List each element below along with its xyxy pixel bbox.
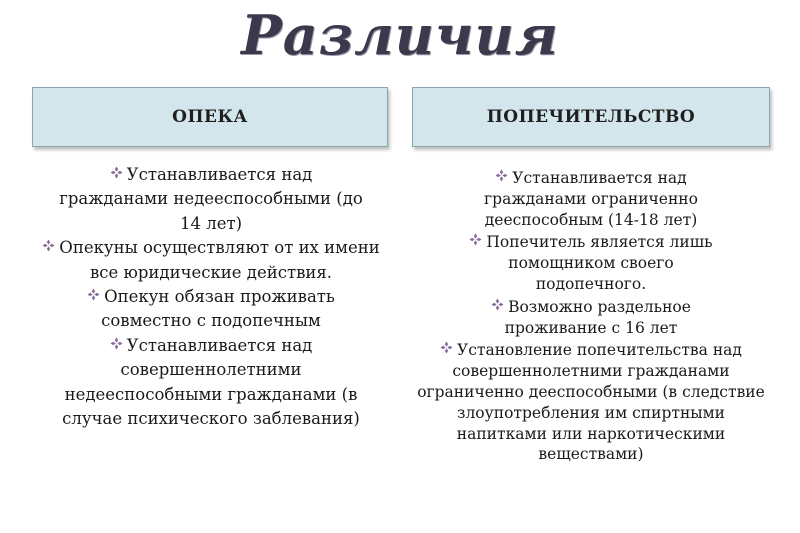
four-petal-diamond-icon bbox=[42, 239, 55, 252]
four-petal-diamond-icon bbox=[469, 233, 482, 246]
header-popechitelstvo bbox=[412, 87, 770, 147]
four-petal-diamond-icon bbox=[440, 341, 453, 354]
four-petal-diamond-icon bbox=[87, 288, 100, 301]
list-item: Устанавливается над гражданами ограниченно дееспособным (14-18 лет) bbox=[484, 169, 698, 229]
left-column bbox=[36, 163, 386, 431]
list-item: Устанавливается над гражданами недееспособными (до 14 лет) bbox=[59, 165, 363, 233]
list-item: Устанавливается над совершеннолетними недееспособными гражданами (в случае психического заблевания) bbox=[62, 335, 360, 429]
list-item: Опекуны осуществляют от их имени все юридические действия. bbox=[36, 236, 386, 285]
header-opeka bbox=[32, 87, 388, 147]
list-item: Возможно раздельное проживание с 16 лет bbox=[414, 297, 768, 339]
four-petal-diamond-icon bbox=[110, 337, 123, 350]
list-item: Попечитель является лишь помощником своего подопечного. bbox=[414, 232, 768, 294]
header-popechitelstvo-label: ПОПЕЧИТЕЛЬСТВО bbox=[486, 107, 696, 127]
right-column bbox=[414, 168, 768, 467]
header-opeka-label: ОПЕКА bbox=[172, 107, 248, 127]
list-item: Опекун обязан проживать совместно с подопечным bbox=[36, 285, 386, 334]
list-item: Установление попечительства над совершеннолетними гражданами ограниченно дееспособными (в следствие злоупотребления им спиртными напитками или наркотическими веществами) bbox=[417, 341, 765, 464]
slide-title: Различия bbox=[241, 3, 559, 67]
four-petal-diamond-icon bbox=[491, 298, 504, 311]
four-petal-diamond-icon bbox=[495, 169, 508, 182]
four-petal-diamond-icon bbox=[110, 166, 123, 179]
